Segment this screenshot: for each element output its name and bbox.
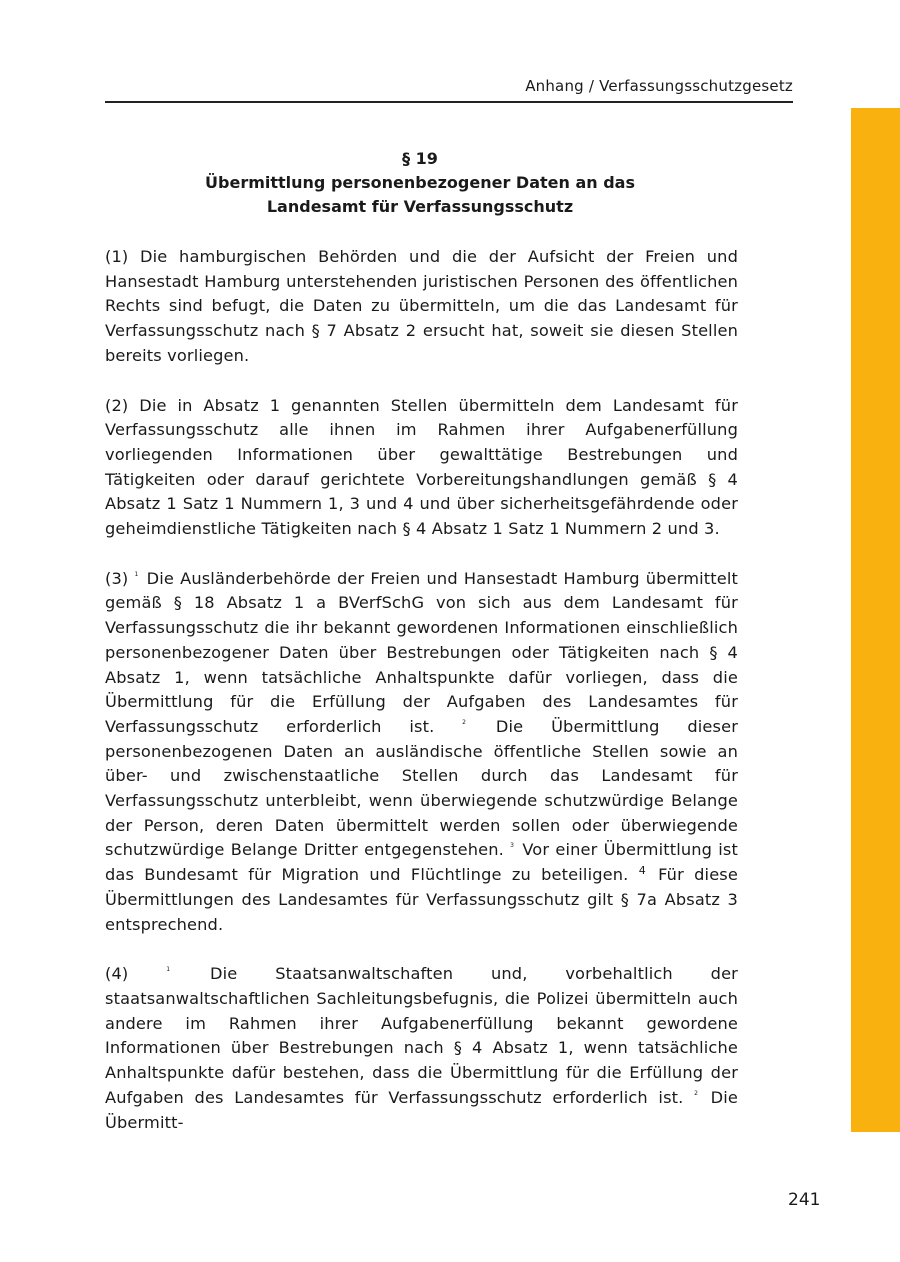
paragraph-1: [105, 245, 738, 369]
sentence-number: 4: [638, 864, 646, 878]
sentence-number: 2: [462, 718, 467, 726]
sentence-text: Vor einer Übermittlung ist das Bundesamt für Migration und Flüchtlinge zu beteiligen.: [105, 840, 739, 885]
sentence-number: 2: [694, 1089, 699, 1097]
sentence-text: Die Übermittlung dieser personenbezogenen Daten an ausländische öffentliche Stellen sowie an über- und zwischenstaatliche Stellen durch das Landesamt für Verfassungsschutz unterbleibt, wenn überwiegende schutzwürdige Belange der Person, deren Daten übermittelt werden sollen oder überwiegende schutzwürdige Belange Dritter entgegenstehen.: [105, 716, 739, 860]
sentence-number: 1: [166, 966, 171, 974]
section-body: [105, 245, 738, 1135]
section-number: § 19: [402, 149, 438, 168]
page-number: 241: [788, 1190, 821, 1210]
paragraph-2-text: (2) Die in Absatz 1 genannten Stellen übermitteln dem Landesamt für Verfassungsschutz alle ihnen im Rahmen ihrer Aufgabenerfüllung vorliegenden Informationen über gewalttätige Bestrebungen und Tätigkeiten oder darauf gerichtete Vorbereitungshandlungen gemäß § 4 Absatz 1 Satz 1 Nummern 1, 3 und 4 und über sicherheitsgefährdende oder geheimdienstliche Tätigkeiten nach § 4 Absatz 1 Satz 1 Nummern 2 und 3.: [105, 395, 738, 539]
sentence-number: 1: [134, 570, 139, 578]
sentence-text: Für diese Übermittlungen des Landesamtes für Verfassungsschutz gilt § 7a Absatz 3 entsprechend.: [105, 865, 738, 934]
paragraph-2: [105, 394, 738, 542]
chapter-side-tab: [851, 108, 900, 1132]
section-title-line-1: Übermittlung personenbezogener Daten an das: [205, 173, 635, 192]
paragraph-3-label: (3): [105, 568, 129, 588]
sentence-text: Die Ausländerbehörde der Freien und Hansestadt Hamburg übermittelt gemäß § 18 Absatz 1 a BVerfSchG von sich aus dem Landesamt für Verfassungsschutz die ihr bekannt gewordenen Informationen einschließlich personenbezogener Daten über Bestrebungen oder Tätigkeiten nach § 4 Absatz 1, wenn tatsächliche Anhaltspunkte dafür vorliegen, dass die Übermittlung für die Erfüllung der Aufgaben des Landesamtes für Verfassungsschutz erforderlich ist.: [105, 568, 739, 736]
section-heading: [105, 147, 735, 219]
sentence-number: 3: [510, 842, 515, 850]
paragraph-3: [105, 567, 738, 938]
section-title-line-2: Landesamt für Verfassungsschutz: [266, 197, 574, 216]
sentence-text: Die Übermitt-: [105, 1087, 739, 1132]
sentence-text: Die Staatsanwaltschaften und, vorbehaltlich der staatsanwaltschaftlichen Sachleitungsbefugnis, die Polizei übermitteln auch andere im Rahmen ihrer Aufgabenerfüllung bekannt gewordene Informationen über Bestrebungen nach § 4 Absatz 1, wenn tatsächliche Anhaltspunkte dafür bestehen, dass die Übermittlung für die Erfüllung der Aufgaben des Landesamtes für Verfassungsschutz erforderlich ist.: [105, 964, 738, 1107]
paragraph-1-text: (1) Die hamburgischen Behörden und die der Aufsicht der Freien und Hansestadt Hamburg unterstehenden juristischen Personen des öffentlichen Rechts sind befugt, die Daten zu übermitteln, um die das Landesamt für Verfassungsschutz nach § 7 Absatz 2 ersucht hat, soweit sie diesen Stellen bereits vorliegen.: [105, 247, 738, 365]
paragraph-4: [105, 962, 738, 1135]
running-header: [105, 76, 793, 103]
running-header-title: Anhang / Verfassungsschutzgesetz: [525, 77, 793, 95]
paragraph-4-label: (4): [105, 964, 129, 984]
